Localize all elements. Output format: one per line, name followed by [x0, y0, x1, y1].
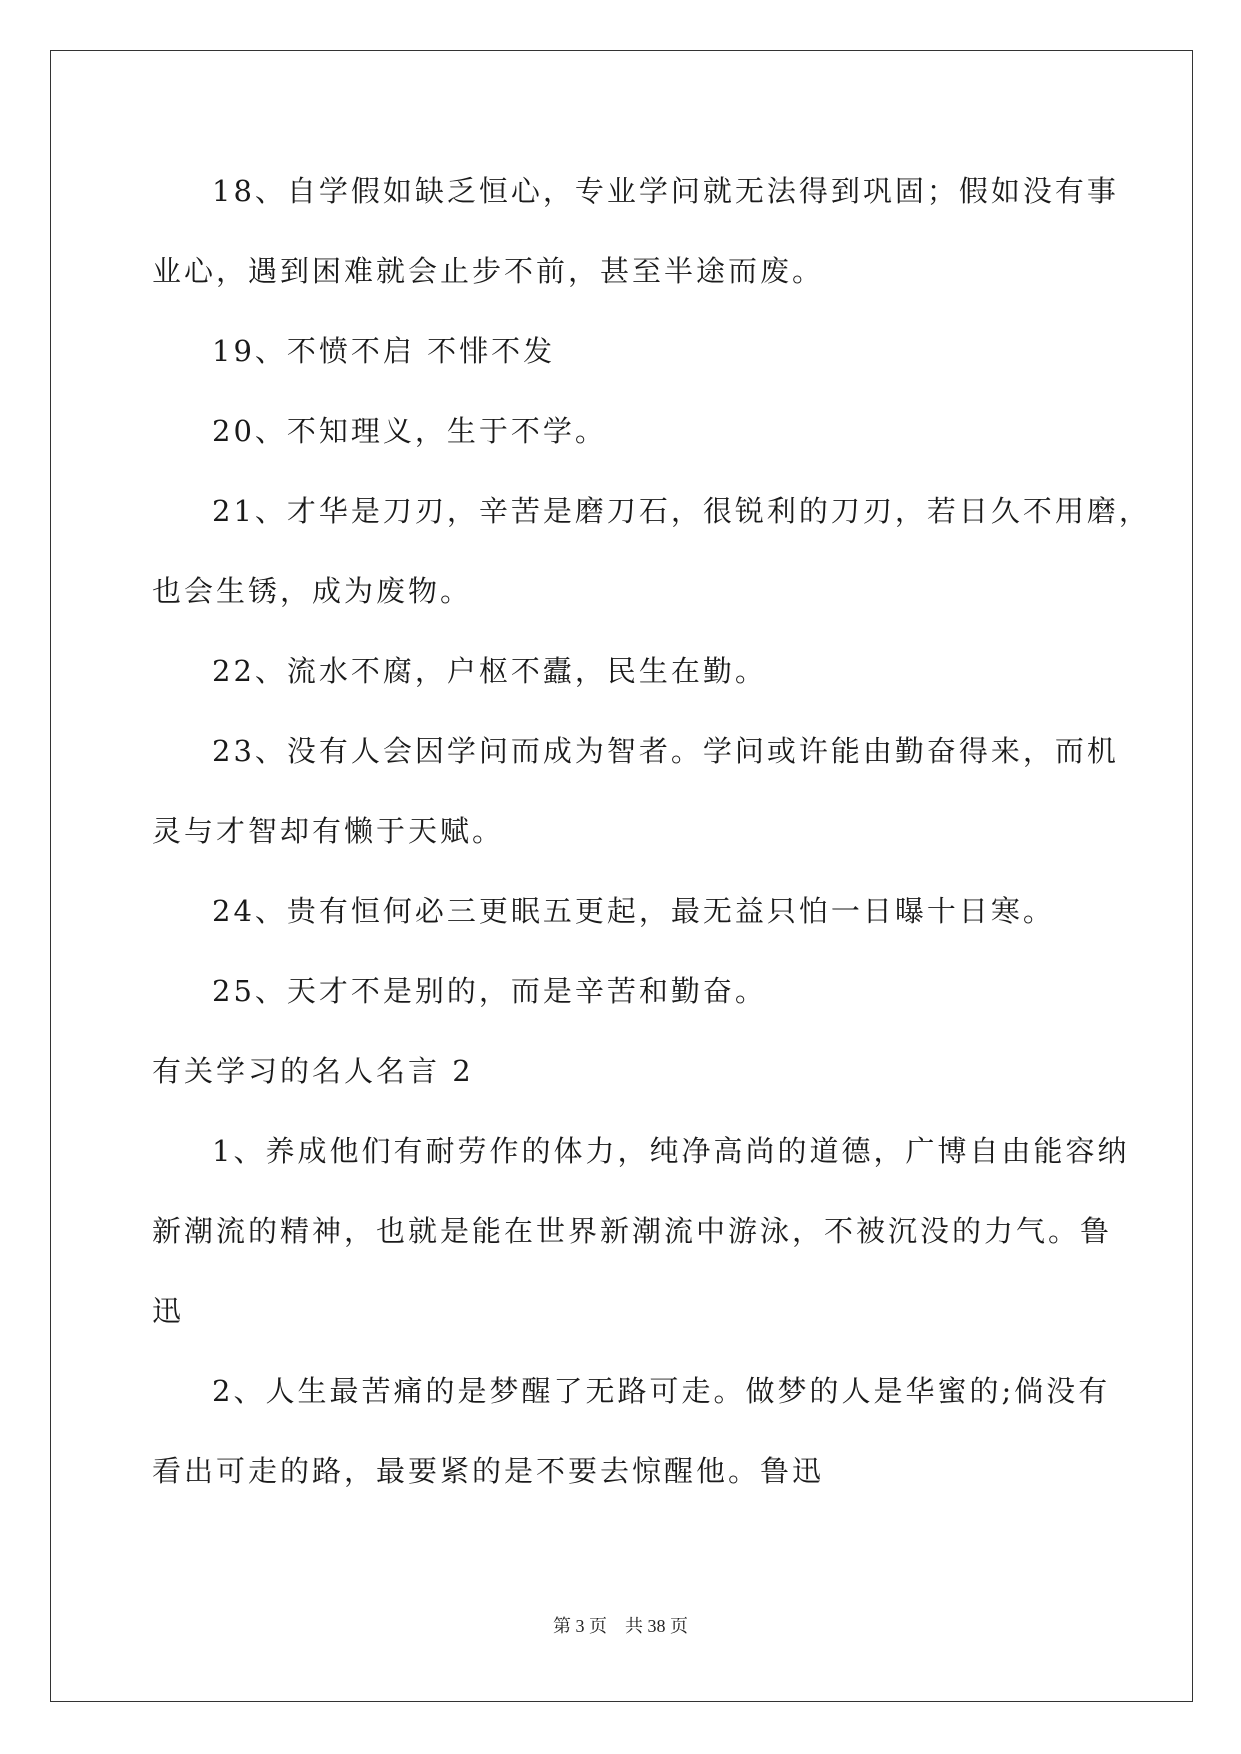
quote-21-line-1: 21、才华是刀刃，辛苦是磨刀石，很锐利的刀刃，若日久不用磨， [212, 494, 1151, 528]
quote-18-line-1: 18、自学假如缺乏恒心，专业学问就无法得到巩固；假如没有事 [212, 174, 1119, 208]
quote-23-line-1: 23、没有人会因学问而成为智者。学问或许能由勤奋得来，而机 [212, 734, 1119, 768]
quote-18-line-2: 业心，遇到困难就会止步不前，甚至半途而废。 [152, 254, 825, 288]
section-heading: 有关学习的名人名言 2 [152, 1054, 474, 1088]
quote-23-line-2: 灵与才智却有懒于天赋。 [152, 814, 505, 848]
quote-1-line-3: 迅 [152, 1294, 185, 1328]
quote-2-line-2: 看出可走的路，最要紧的是不要去惊醒他。鲁迅 [152, 1454, 825, 1488]
quote-1-line-1: 1、养成他们有耐劳作的体力，纯净高尚的道德，广博自由能容纳 [212, 1134, 1130, 1168]
quote-24: 24、贵有恒何必三更眠五更起，最无益只怕一日曝十日寒。 [212, 894, 1055, 928]
quote-22: 22、流水不腐，户枢不蠹，民生在勤。 [212, 654, 767, 688]
quote-25: 25、天才不是别的，而是辛苦和勤奋。 [212, 974, 767, 1008]
quote-2-line-1: 2、人生最苦痛的是梦醒了无路可走。做梦的人是华蜜的;倘没有 [212, 1374, 1111, 1408]
quote-21-line-2: 也会生锈，成为废物。 [152, 574, 473, 608]
quote-19: 19、不愤不启 不悱不发 [212, 334, 556, 368]
page-number-footer: 第 3 页 共 38 页 [553, 1616, 688, 1636]
quote-20: 20、不知理义，生于不学。 [212, 414, 607, 448]
quote-1-line-2: 新潮流的精神，也就是能在世界新潮流中游泳，不被沉没的力气。鲁 [152, 1214, 1113, 1248]
